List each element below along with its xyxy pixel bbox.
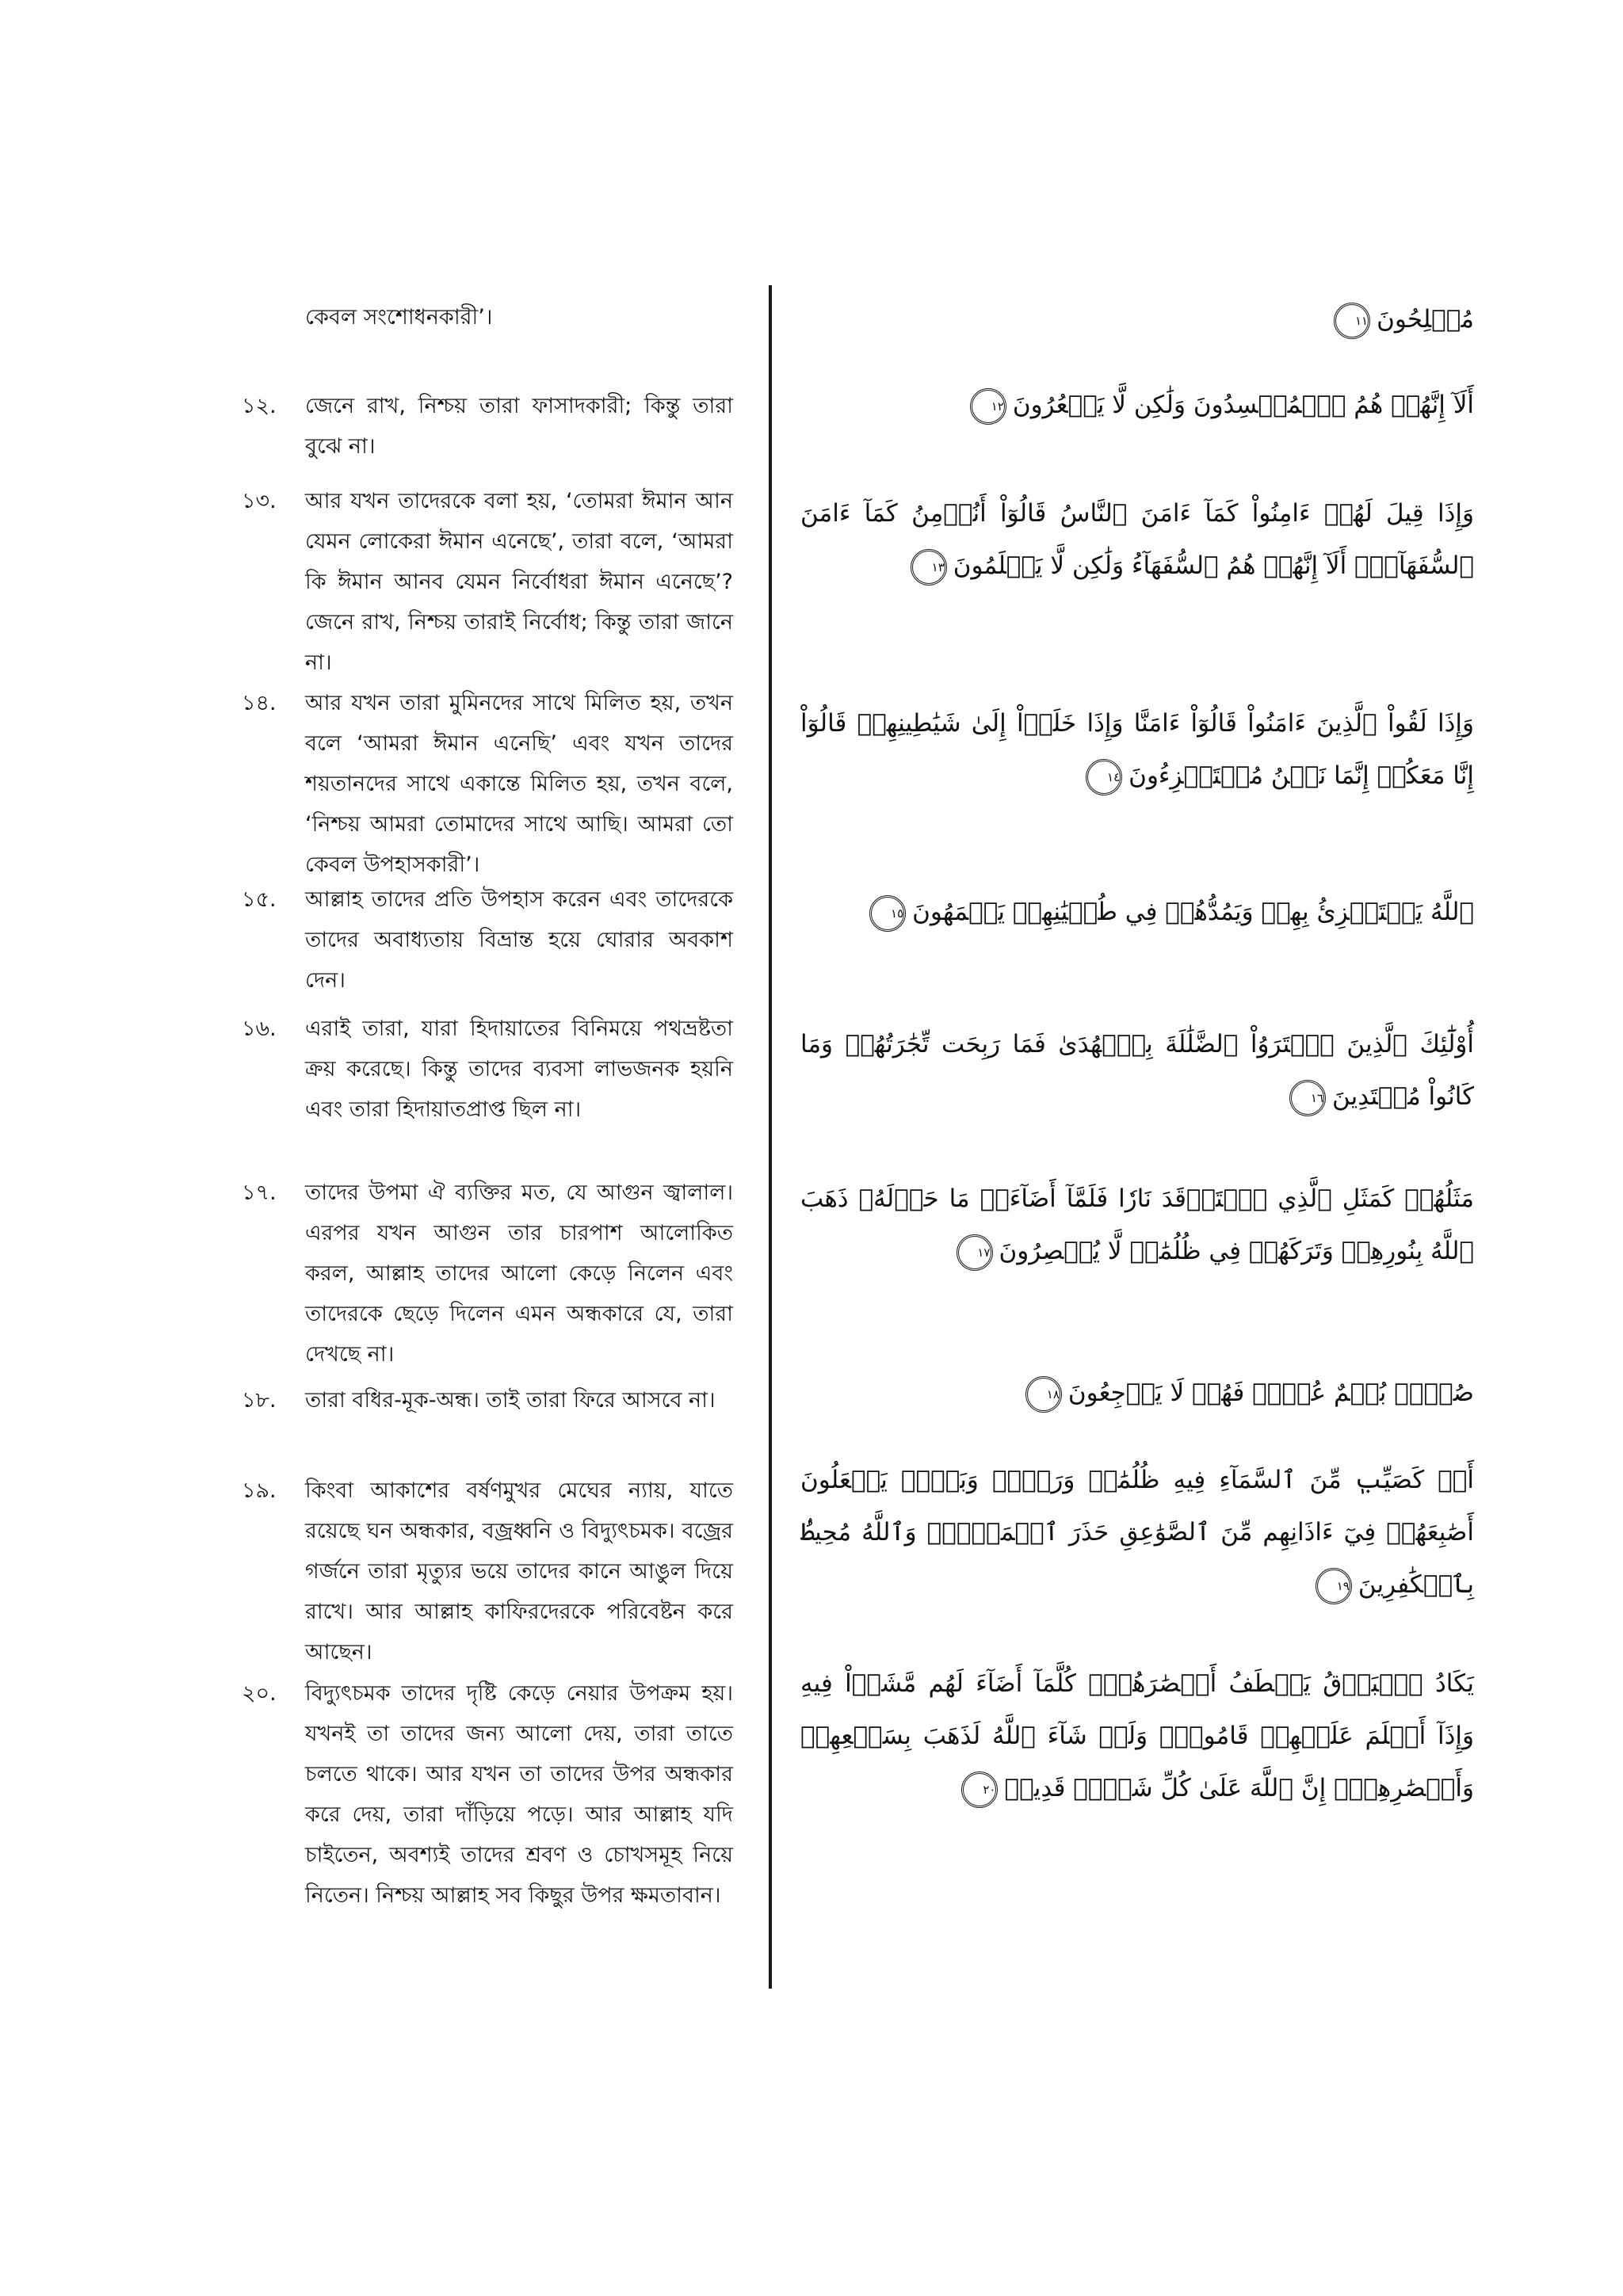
arabic-verse-text: وَإِذَا قِيلَ لَهُمۡ ءَامِنُواْ كَمَآ ءَامَنَ ٱلنَّاسُ قَالُوٓاْ أَنُؤۡمِنُ كَمَآ ءَامَنَ ٱلسُّفَهَآءُۗ أَلَآ إِنَّهُمۡ هُمُ ٱلسُّفَهَآءُ وَلَٰكِن لَّا يَعۡلَمُونَ	[800, 499, 1474, 580]
ayah-end-marker: ١٧	[957, 1234, 993, 1271]
arabic-verse-text: يَكَادُ ٱلۡبَرۡقُ يَخۡطَفُ أَبۡصَٰرَهُمۡۖ كُلَّمَآ أَضَآءَ لَهُم مَّشَوۡاْ فِيهِ وَإِذَآ أَظۡلَمَ عَلَيۡهِمۡ قَامُواْۚ وَلَوۡ شَآءَ ٱللَّهُ لَذَهَبَ بِسَمۡعِهِمۡ وَأَبۡصَٰرِهِمۡۚ إِنَّ ٱللَّهَ عَلَىٰ كُلِّ شَيۡءٖ قَدِيرٞ	[800, 1669, 1474, 1802]
arabic-verse-text: أَوۡ كَصَيِّبٖ مِّنَ ٱلسَّمَآءِ فِيهِ ظُلُمَٰتٞ وَرَعۡدٞ وَبَرۡقٞ يَجۡعَلُونَ أَصَٰبِعَهُمۡ فِيٓ ءَاذَانِهِم مِّنَ ٱلصَّوَٰعِقِ حَذَرَ ٱلۡمَوۡتِۚ وَٱللَّهُ مُحِيطُۢ بِٱلۡكَٰفِرِينَ	[800, 1466, 1474, 1599]
column-divider	[769, 285, 772, 1989]
ayah-end-marker: ١١	[1334, 303, 1370, 339]
verse-translation: কিংবা আকাশের বর্ষণমুখর মেঘের ন্যায়, যাতে রয়েছে ঘন অন্ধকার, বজ্রধ্বনি ও বিদ্যুৎচমক। বজ্রের গর্জনে তারা মৃত্যুর ভয়ে তাদের কানে আঙুল দিয়ে রাখে। আর আল্লাহ কাফিরদেরকে পরিবেষ্টন করে আছেন।	[305, 1478, 733, 1665]
arabic-prev-verse-tail	[800, 293, 1474, 345]
verse-number: ১৬.	[242, 1016, 277, 1041]
verse-translation: বিদ্যুৎচমক তাদের দৃষ্টি কেড়ে নেয়ার উপক্রম হয়। যখনই তা তাদের জন্য আলো দেয়, তারা তাতে চলতে থাকে। আর যখন তা তাদের উপর অন্ধকার করে দেয়, তারা দাঁড়িয়ে পড়ে। আর আল্লাহ যদি চাইতেন, অবশ্যই তাদের শ্রবণ ও চোখসমূহ নিয়ে নিতেন। নিশ্চয় আল্লাহ সব কিছুর উপর ক্ষমতাবান।	[305, 1681, 733, 1908]
arabic-verse-text: مُصۡلِحُونَ	[1377, 305, 1474, 334]
ayah-end-marker: ١٤	[1086, 759, 1122, 795]
verse-number: ১২.	[242, 394, 277, 418]
arabic-verse-text: أُوْلَٰٓئِكَ ٱلَّذِينَ ٱشۡتَرَوُاْ ٱلضَّلَٰلَةَ بِٱلۡهُدَىٰ فَمَا رَبِحَت تِّجَٰرَتُهُمۡ وَمَا كَانُواْ مُهۡتَدِينَ	[800, 1030, 1474, 1111]
arabic-verse-15	[800, 886, 1474, 938]
ayah-end-marker: ١٢	[970, 388, 1006, 425]
arabic-verse-13	[800, 487, 1474, 592]
arabic-verse-14	[800, 697, 1474, 802]
verse-translation: তারা বধির-মূক-অন্ধ। তাই তারা ফিরে আসবে না।	[305, 1388, 716, 1413]
ayah-end-marker: ١٨	[1025, 1376, 1062, 1413]
verse-number: ২০.	[242, 1681, 277, 1706]
verse-number: ১৪.	[242, 691, 277, 715]
arabic-verse-16	[800, 1018, 1474, 1123]
arabic-verse-20	[800, 1657, 1474, 1814]
verse-translation: তাদের উপমা ঐ ব্যক্তির মত, যে আগুন জ্বালাল। এরপর যখন আগুন তার চারপাশ আলোকিত করল, আল্লাহ তাদের আলো কেড়ে নিলেন এবং তাদেরকে ছেড়ে দিলেন এমন অন্ধকারে যে, তারা দেখছে না।	[305, 1180, 733, 1367]
arabic-verse-text: صُمُّۢ بُكۡمٌ عُمۡيٞ فَهُمۡ لَا يَرۡجِعُونَ	[1067, 1379, 1474, 1407]
arabic-verse-17	[800, 1173, 1474, 1277]
verse-translation: আল্লাহ তাদের প্রতি উপহাস করেন এবং তাদেরকে তাদের অবাধ্যতায় বিভ্রান্ত হয়ে ঘোরার অবকাশ দেন।	[305, 887, 733, 993]
ayah-end-marker: ١٣	[911, 549, 947, 585]
verse-translation: আর যখন তাদেরকে বলা হয়, ‘তোমরা ঈমান আন যেমন লোকেরা ঈমান এনেছে’, তারা বলে, ‘আমরা কি ঈমান আনব যেমন নির্বোধরা ঈমান এনেছে’? জেনে রাখ, নিশ্চয় তারাই নির্বোধ; কিন্তু তারা জানে না।	[305, 489, 733, 675]
arabic-verse-19	[800, 1454, 1474, 1611]
verse-number: ১৫.	[242, 887, 277, 912]
verse-number: ১৯.	[242, 1478, 277, 1503]
bengali-prev-verse-tail: কেবল সংশোধনকারী’।	[305, 305, 493, 330]
verse-number: ১৮.	[242, 1388, 277, 1413]
verse-number: ১৭.	[242, 1180, 277, 1205]
verse-translation: আর যখন তারা মুমিনদের সাথে মিলিত হয়, তখন বলে ‘আমরা ঈমান এনেছি’ এবং যখন তাদের শয়তানদের সাথে একান্তে মিলিত হয়, তখন বলে, ‘নিশ্চয় আমরা তোমাদের সাথে আছি। আমরা তো কেবল উপহাসকারী’।	[305, 691, 733, 877]
arabic-verse-12	[800, 379, 1474, 431]
verse-number: ১৩.	[242, 489, 277, 513]
arabic-verse-text: مَثَلُهُمۡ كَمَثَلِ ٱلَّذِي ٱسۡتَوۡقَدَ نَارٗا فَلَمَّآ أَضَآءَتۡ مَا حَوۡلَهُۥ ذَهَبَ ٱللَّهُ بِنُورِهِمۡ وَتَرَكَهُمۡ فِي ظُلُمَٰتٖ لَّا يُبۡصِرُونَ	[800, 1184, 1474, 1265]
ayah-end-marker: ١٦	[1289, 1080, 1326, 1116]
arabic-verse-text: وَإِذَا لَقُواْ ٱلَّذِينَ ءَامَنُواْ قَالُوٓاْ ءَامَنَّا وَإِذَا خَلَوۡاْ إِلَىٰ شَيَٰطِينِهِمۡ قَالُوٓاْ إِنَّا مَعَكُمۡ إِنَّمَا نَحۡنُ مُسۡتَهۡزِءُونَ	[800, 709, 1474, 790]
verse-translation: এরাই তারা, যারা হিদায়াতের বিনিময়ে পথভ্রষ্টতা ক্রয় করেছে। কিন্তু তাদের ব্যবসা লাভজনক হয়নি এবং তারা হিদায়াতপ্রাপ্ত ছিল না।	[305, 1016, 733, 1122]
arabic-verse-18	[800, 1367, 1474, 1419]
ayah-end-marker: ٢٠	[961, 1772, 998, 1808]
verse-translation: জেনে রাখ, নিশ্চয় তারা ফাসাদকারী; কিন্তু তারা বুঝে না।	[305, 394, 733, 459]
ayah-end-marker: ١٥	[869, 895, 906, 932]
arabic-verse-text: أَلَآ إِنَّهُمۡ هُمُ ٱلۡمُفۡسِدُونَ وَلَٰكِن لَّا يَشۡعُرُونَ	[1012, 391, 1474, 419]
ayah-end-marker: ١٩	[1316, 1568, 1352, 1604]
arabic-verse-text: ٱللَّهُ يَسۡتَهۡزِئُ بِهِمۡ وَيَمُدُّهُمۡ فِي طُغۡيَٰنِهِمۡ يَعۡمَهُونَ	[912, 898, 1474, 926]
